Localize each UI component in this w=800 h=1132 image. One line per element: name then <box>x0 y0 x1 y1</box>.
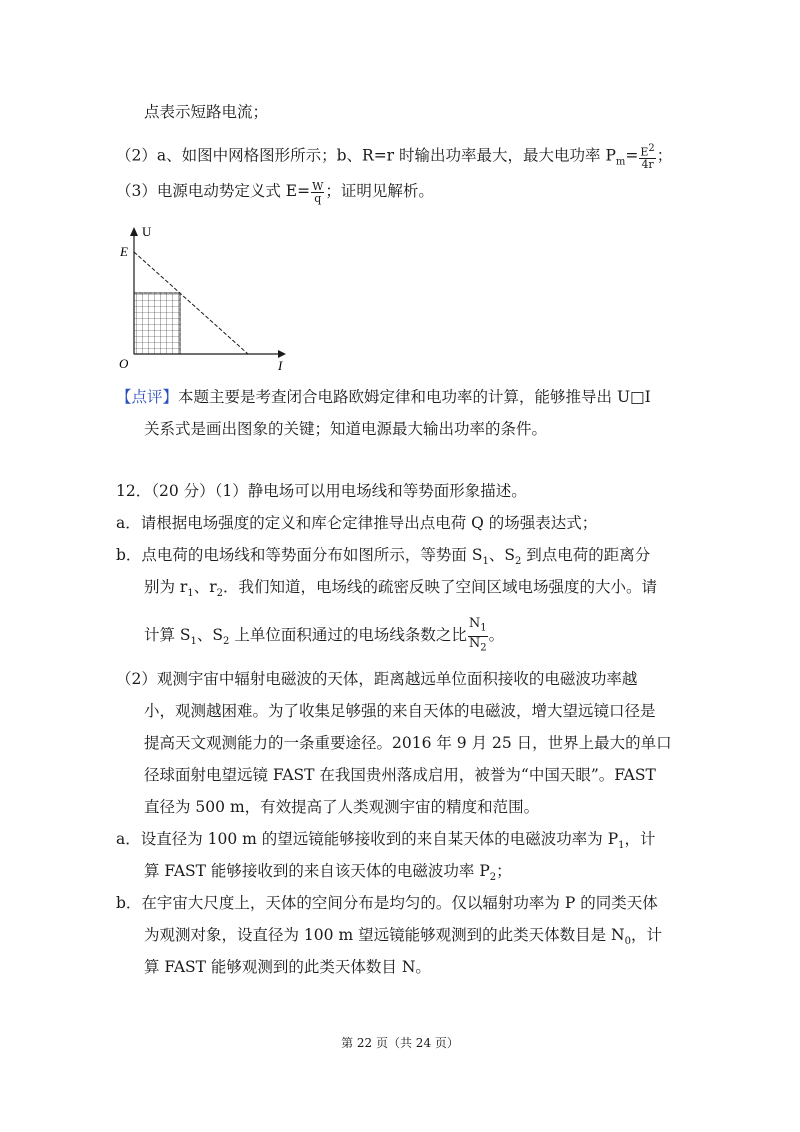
text-line <box>116 180 434 204</box>
u-i-graph <box>118 222 288 372</box>
subscript: 2 <box>480 642 487 654</box>
text-span: （2）a、如图中网格图形所示；b、R=r 时输出功率最大，最大电功率 P <box>116 146 616 165</box>
text-span: ．我们知道，电场线的疏密反映了空间区域电场强度的大小。请 <box>223 578 658 596</box>
text-span: 别为 r <box>144 578 188 596</box>
text-line <box>144 796 539 818</box>
text-span: ；证明见解析。 <box>325 182 434 200</box>
text-span: 、S <box>488 546 515 564</box>
subscript: 2 <box>514 556 522 568</box>
text-span: 。 <box>488 626 505 645</box>
subscript: 2 <box>489 872 497 884</box>
text-line <box>144 700 656 722</box>
text-span: 直径为 500 m，有效提高了人类观测宇宙的精度和范围。 <box>144 798 540 816</box>
text-span: a．设直径为 100 m 的望远镜能够接收到的来自某天体的电磁波功率为 P <box>116 830 619 848</box>
text-span: 径球面射电望远镜 FAST 在我国贵州落成启用，被誉为“中国天眼”。FAST <box>144 766 656 784</box>
fraction-n1-n2 <box>468 617 488 655</box>
text-line <box>116 668 637 690</box>
text-span: ； <box>656 146 673 165</box>
subscript: 1 <box>187 588 194 600</box>
subscript: 2 <box>223 636 230 648</box>
text-span: 本题主要是考查闭合电路欧姆定律和电功率的计算，能够推导出 U□I <box>178 388 651 406</box>
fraction-denominator <box>468 637 488 656</box>
text-line <box>116 892 658 914</box>
fraction-numerator <box>639 143 655 159</box>
text-line <box>116 828 656 857</box>
text-span: ，计 <box>624 830 656 848</box>
subscript: 2 <box>216 588 224 600</box>
text-span: 上单位面积通过的电场线条数之比 <box>229 626 467 645</box>
subscript: 1 <box>618 840 625 852</box>
text-span: 点表示短路电流； <box>144 103 269 121</box>
text-span: 小，观测越困难。为了收集足够强的来自天体的电磁波，增大望远镜口径是 <box>144 702 656 720</box>
page-footer: 第 22 页（共 24 页） <box>341 1036 459 1050</box>
fraction-numerator <box>468 617 488 637</box>
subscript: 1 <box>480 622 487 634</box>
fraction-numerator: W <box>312 179 324 193</box>
text-span: 、S <box>196 626 224 645</box>
text-line <box>144 924 662 953</box>
y-axis-label: U <box>142 224 152 239</box>
text-line <box>144 617 504 655</box>
text-span: E <box>640 145 649 159</box>
text-line <box>144 860 512 889</box>
text-span: ； <box>496 862 512 880</box>
text-span: 计算 S <box>144 626 191 645</box>
text-span: 、r <box>193 578 217 596</box>
text-span: 关系式是画出图象的关键；知道电源最大输出功率的条件。 <box>144 420 548 438</box>
fraction-emf <box>311 181 324 204</box>
text-span: （2）观测宇宙中辐射电磁波的天体，距离越远单位面积接收的电磁波功率越 <box>116 670 638 688</box>
text-line <box>144 764 656 786</box>
text-span: ，计 <box>630 926 662 944</box>
text-span: b．点电荷的电场线和等势面分布如图所示，等势面 S <box>116 546 483 564</box>
fraction-denominator: q <box>314 191 322 205</box>
comment-tag: 【点评】 <box>116 388 179 406</box>
comment-line <box>116 386 651 408</box>
text-span: N <box>468 635 481 651</box>
text-span: 12．（20 分）（1）静电场可以用电场线和等势面形象描述。 <box>116 482 527 500</box>
x-axis-arrow <box>278 350 286 358</box>
text-span: 算 FAST 能够观测到的此类天体数目 N。 <box>144 958 431 976</box>
text-line <box>116 512 597 534</box>
fraction-pmax <box>639 143 655 170</box>
subscript: m <box>615 156 626 168</box>
superscript: 2 <box>648 143 655 154</box>
e-intercept-label: E <box>120 244 128 259</box>
subscript: 1 <box>482 556 489 568</box>
text-span: 算 FAST 能够接收到的来自该天体的电磁波功率 P <box>144 862 490 880</box>
y-axis-arrow <box>130 227 138 236</box>
text-span: 为观测对象，设直径为 100 m 望远镜能够观测到的此类天体数目是 N <box>144 926 625 944</box>
text-line <box>144 732 672 754</box>
text-span: （3）电源电动势定义式 E= <box>116 182 311 200</box>
text-span: 提高天文观测能力的一条重要途径。2016 年 9 月 25 日，世界上最大的单口 <box>144 734 672 752</box>
text-span: b．在宇宙大尺度上，天体的空间分布是均匀的。仅以辐射功率为 P 的同类天体 <box>116 894 658 912</box>
text-line <box>144 576 657 605</box>
text-span: = <box>625 146 639 165</box>
subscript: 0 <box>624 936 631 948</box>
fraction-denominator: 4r <box>641 157 654 171</box>
text-line <box>144 956 431 978</box>
text-span: 到点电荷的距离分 <box>521 546 651 564</box>
text-span: N <box>468 616 481 631</box>
subscript: 1 <box>190 636 197 648</box>
power-grid-area <box>134 293 180 354</box>
text-line <box>116 544 650 573</box>
origin-label: O <box>119 356 129 371</box>
text-line <box>144 101 268 123</box>
x-axis-label: I <box>278 358 283 372</box>
comment-line <box>144 418 547 440</box>
text-line <box>116 143 672 173</box>
question-header <box>116 480 527 502</box>
text-span: a．请根据电场强度的定义和库仑定律推导出点电荷 Q 的场强表达式； <box>116 514 598 532</box>
